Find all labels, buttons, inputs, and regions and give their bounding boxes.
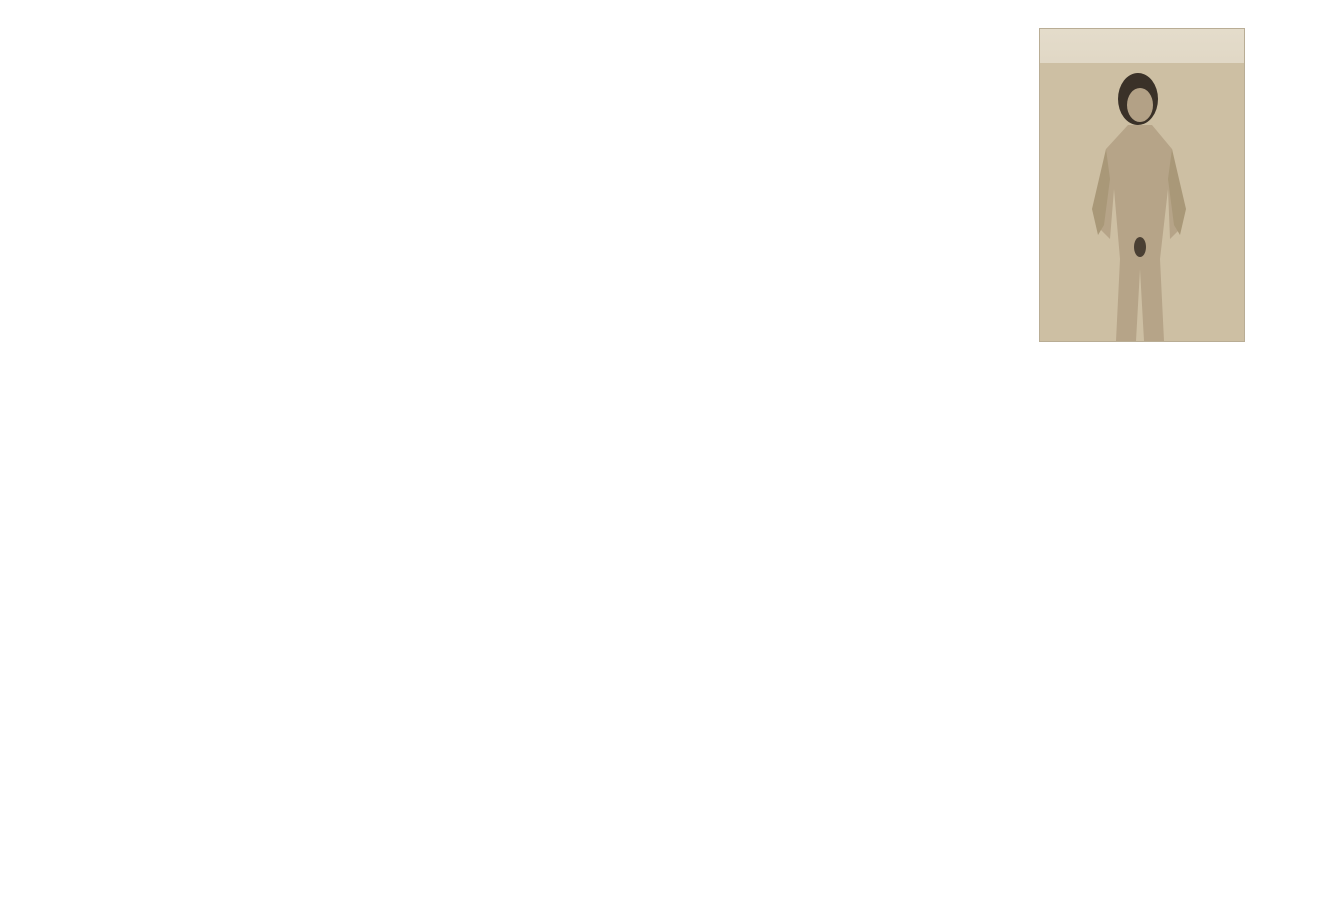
figure-caption xyxy=(1249,262,1263,492)
magazine-cover-image xyxy=(1039,28,1245,342)
column-4 xyxy=(1039,24,1313,350)
cover-photo-figure xyxy=(1040,29,1244,341)
